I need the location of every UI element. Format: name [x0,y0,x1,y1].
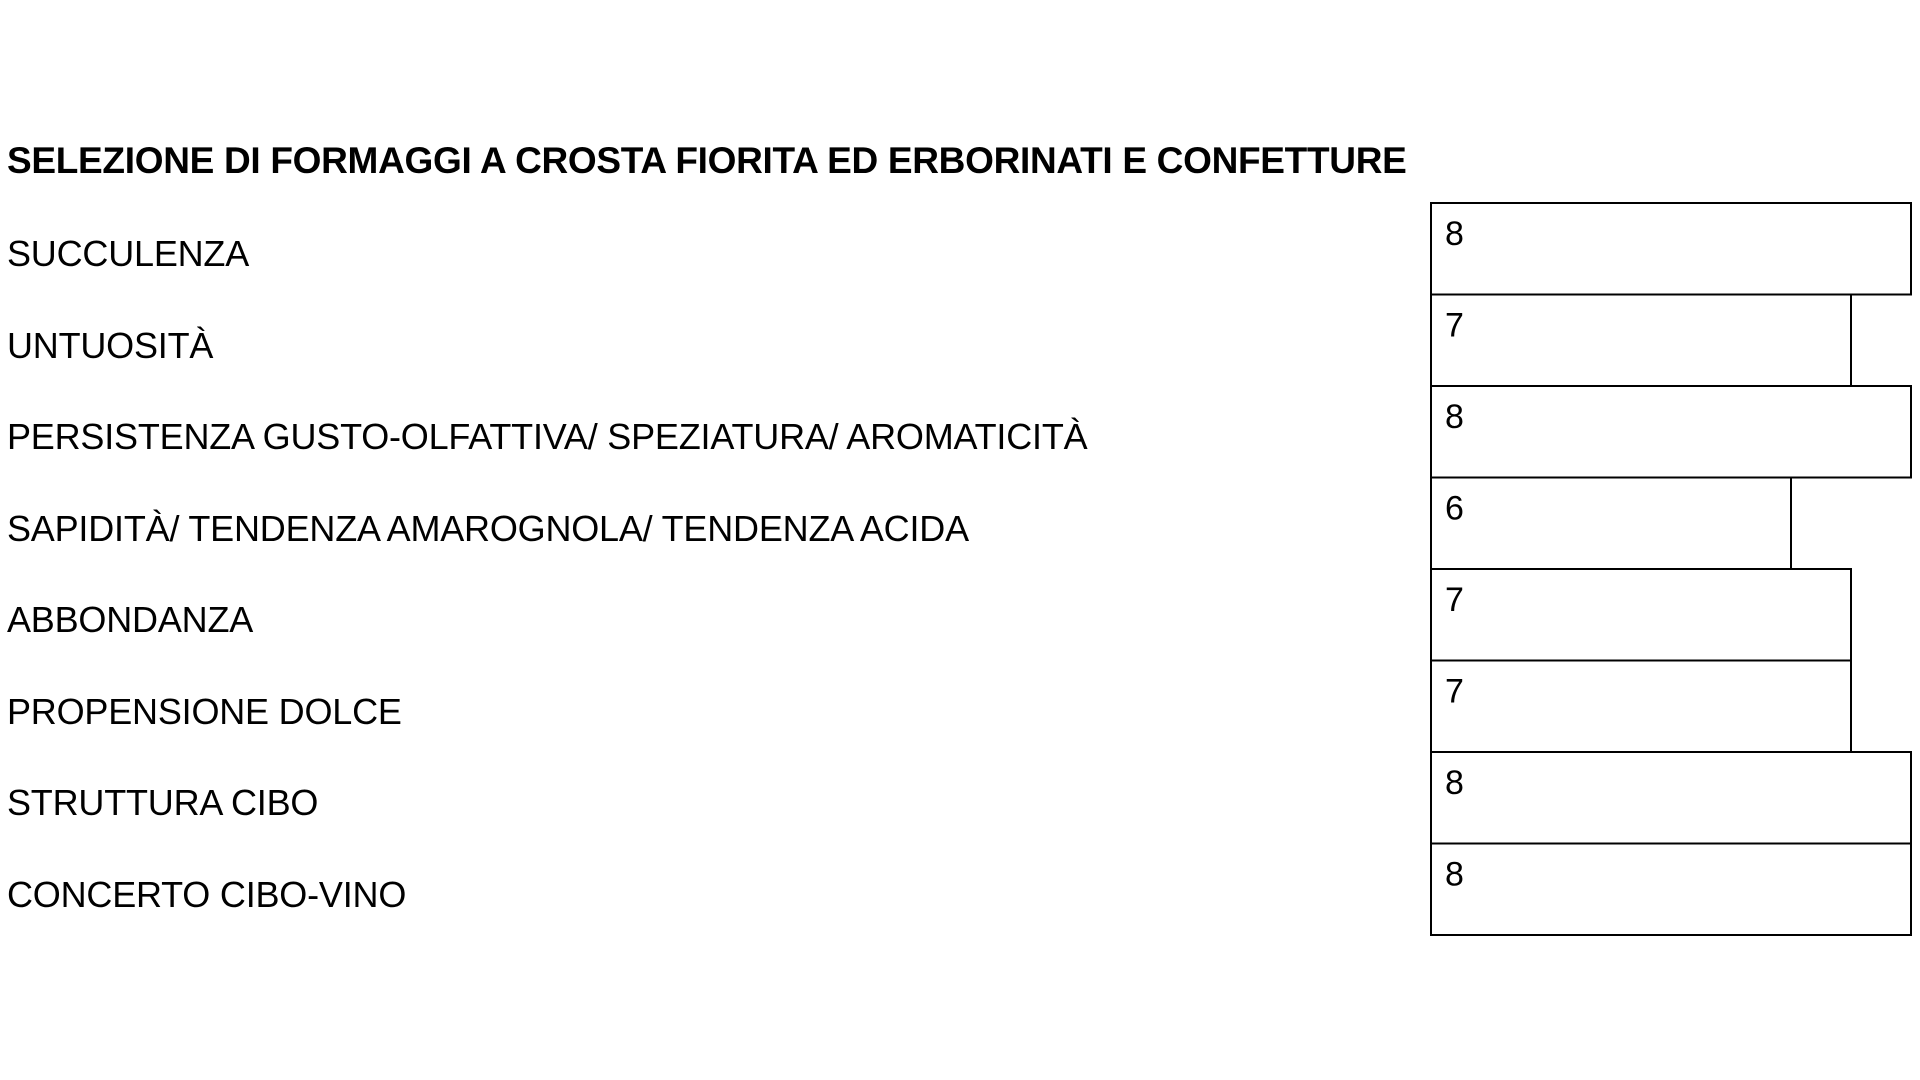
bar [1431,752,1911,844]
bar [1431,478,1791,570]
bar [1431,295,1851,387]
bar [1431,844,1911,936]
bar [1431,203,1911,295]
bar-value-label: 7 [1445,581,1464,619]
category-label: SUCCULENZA [7,233,250,274]
chart-title: SELEZIONE DI FORMAGGI A CROSTA FIORITA ED ERBORINATI E CONFETTURE [7,140,1407,181]
category-label: STRUTTURA CIBO [7,782,319,823]
category-label: CONCERTO CIBO-VINO [7,873,407,915]
category-label: PROPENSIONE DOLCE [7,690,402,732]
bar [1431,569,1851,661]
bar-value-label: 6 [1445,489,1464,528]
category-label: ABBONDANZA [7,599,254,640]
bar [1431,661,1851,753]
bar-value-label: 7 [1445,306,1464,345]
bar-value-label: 8 [1445,764,1464,802]
category-label: SAPIDITÀ/ TENDENZA AMAROGNOLA/ TENDENZA ACIDA [7,507,969,549]
bar-value-label: 8 [1445,215,1464,253]
category-label: PERSISTENZA GUSTO-OLFATTIVA/ SPEZIATURA/ AROMATICITÀ [7,416,1088,457]
bar [1431,386,1911,478]
bar-value-label: 8 [1445,398,1464,436]
category-label: UNTUOSITÀ [7,324,214,366]
bar-value-label: 8 [1445,855,1464,894]
bar-value-label: 7 [1445,672,1464,711]
